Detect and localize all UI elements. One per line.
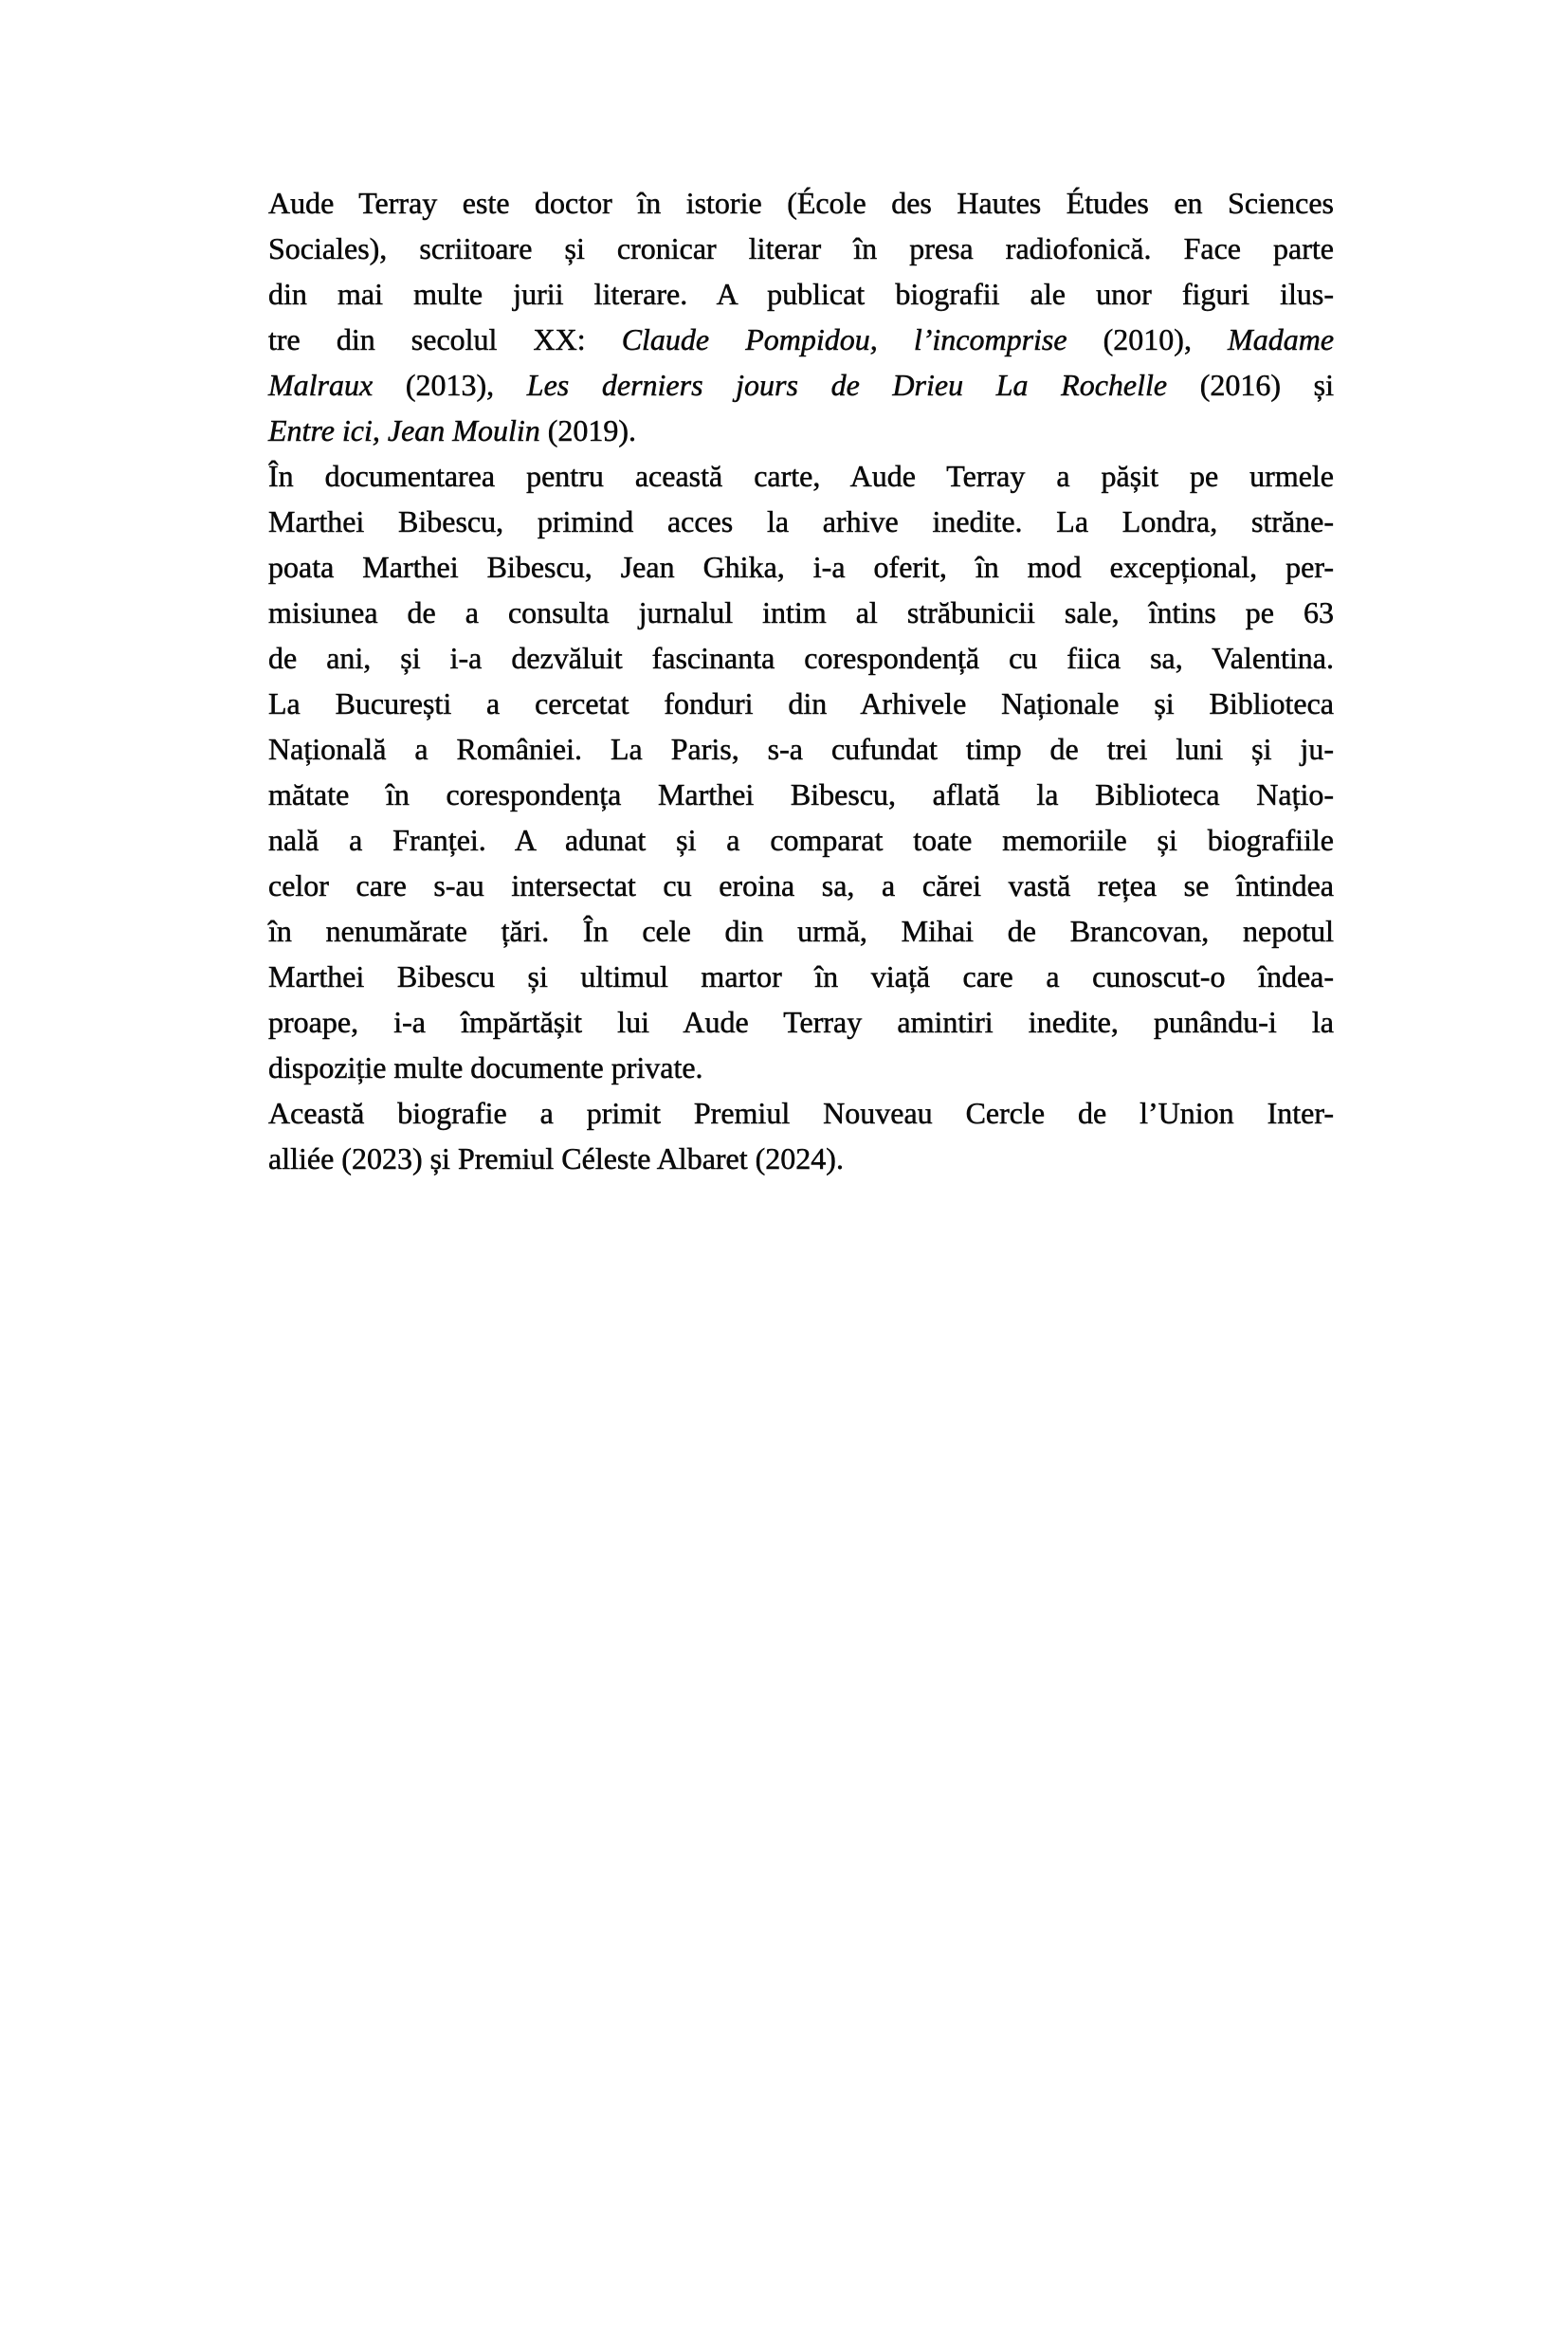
text-line bbox=[268, 408, 1334, 453]
text-line bbox=[268, 317, 1334, 362]
text-line bbox=[268, 544, 1334, 590]
text-segment: Națională a României. La Paris, s-a cufundat timp de trei luni și ju- bbox=[268, 732, 1334, 766]
text-segment: din mai multe jurii literare. A publicat biografii ale unor figuri ilus- bbox=[268, 277, 1334, 311]
text-line bbox=[268, 362, 1334, 408]
text-line bbox=[268, 1090, 1334, 1136]
text-segment: Marthei Bibescu, primind acces la arhive inedite. La Londra, străne- bbox=[268, 504, 1334, 538]
text-line bbox=[268, 1136, 1334, 1181]
text-line bbox=[268, 226, 1334, 271]
text-segment: dispoziție multe documente private. bbox=[268, 1050, 703, 1084]
text-segment: tre din secolul XX: bbox=[268, 322, 622, 356]
text-line bbox=[268, 1045, 1334, 1090]
book-title-italic: Malraux bbox=[268, 368, 374, 402]
text-line bbox=[268, 908, 1334, 954]
text-segment: În documentarea pentru această carte, Aude Terray a pășit pe urmele bbox=[268, 459, 1334, 493]
book-title-italic: Les derniers jours de Drieu La Rochelle bbox=[526, 368, 1168, 402]
text-segment: în nenumărate țări. În cele din urmă, Mihai de Brancovan, nepotul bbox=[268, 914, 1334, 948]
text-segment: (2013), bbox=[373, 368, 527, 402]
book-title-italic: Claude Pompidou, l’incomprise bbox=[621, 322, 1067, 356]
text-segment: nală a Franței. A adunat și a comparat toate memoriile și biografiile bbox=[268, 823, 1334, 857]
text-line bbox=[268, 590, 1334, 635]
text-segment: (2016) și bbox=[1167, 368, 1334, 402]
book-title-italic: Entre ici, Jean Moulin bbox=[268, 413, 540, 447]
text-segment: poata Marthei Bibescu, Jean Ghika, i-a oferit, în mod excepțional, per- bbox=[268, 550, 1334, 584]
text-segment: (2019). bbox=[539, 413, 637, 447]
text-segment: Sociales), scriitoare și cronicar literar în presa radiofonică. Face parte bbox=[268, 231, 1334, 265]
text-line bbox=[268, 453, 1334, 499]
text-segment: (2010), bbox=[1067, 322, 1229, 356]
text-line bbox=[268, 863, 1334, 908]
text-line bbox=[268, 681, 1334, 726]
book-title-italic: Madame bbox=[1228, 322, 1335, 356]
text-line bbox=[268, 271, 1334, 317]
text-line bbox=[268, 772, 1334, 817]
text-segment: Această biografie a primit Premiul Nouveau Cercle de l’Union Inter- bbox=[268, 1096, 1334, 1130]
text-segment: proape, i-a împărtășit lui Aude Terray amintiri inedite, punându-i la bbox=[268, 1005, 1334, 1039]
text-line bbox=[268, 180, 1334, 226]
text-line bbox=[268, 954, 1334, 999]
text-segment: Aude Terray este doctor în istorie (École des Hautes Études en Sciences bbox=[268, 186, 1334, 220]
text-segment: La București a cercetat fonduri din Arhivele Naționale și Biblioteca bbox=[268, 686, 1334, 720]
text-segment: misiunea de a consulta jurnalul intim al străbunicii sale, întins pe 63 bbox=[268, 595, 1334, 629]
text-segment: Marthei Bibescu și ultimul martor în viață care a cunoscut-o îndea- bbox=[268, 959, 1334, 993]
text-line bbox=[268, 817, 1334, 863]
text-segment: alliée (2023) și Premiul Céleste Albaret (2024). bbox=[268, 1141, 844, 1176]
text-line bbox=[268, 999, 1334, 1045]
text-line bbox=[268, 635, 1334, 681]
text-segment: celor care s-au intersectat cu eroina sa, a cărei vastă rețea se întindea bbox=[268, 868, 1334, 902]
text-line bbox=[268, 499, 1334, 544]
text-segment: de ani, și i-a dezvăluit fascinanta corespondență cu fiica sa, Valentina. bbox=[268, 641, 1334, 675]
text-segment: mătate în corespondența Marthei Bibescu, aflată la Biblioteca Națio- bbox=[268, 777, 1334, 811]
about-author-text-block bbox=[268, 180, 1334, 1181]
text-line bbox=[268, 726, 1334, 772]
